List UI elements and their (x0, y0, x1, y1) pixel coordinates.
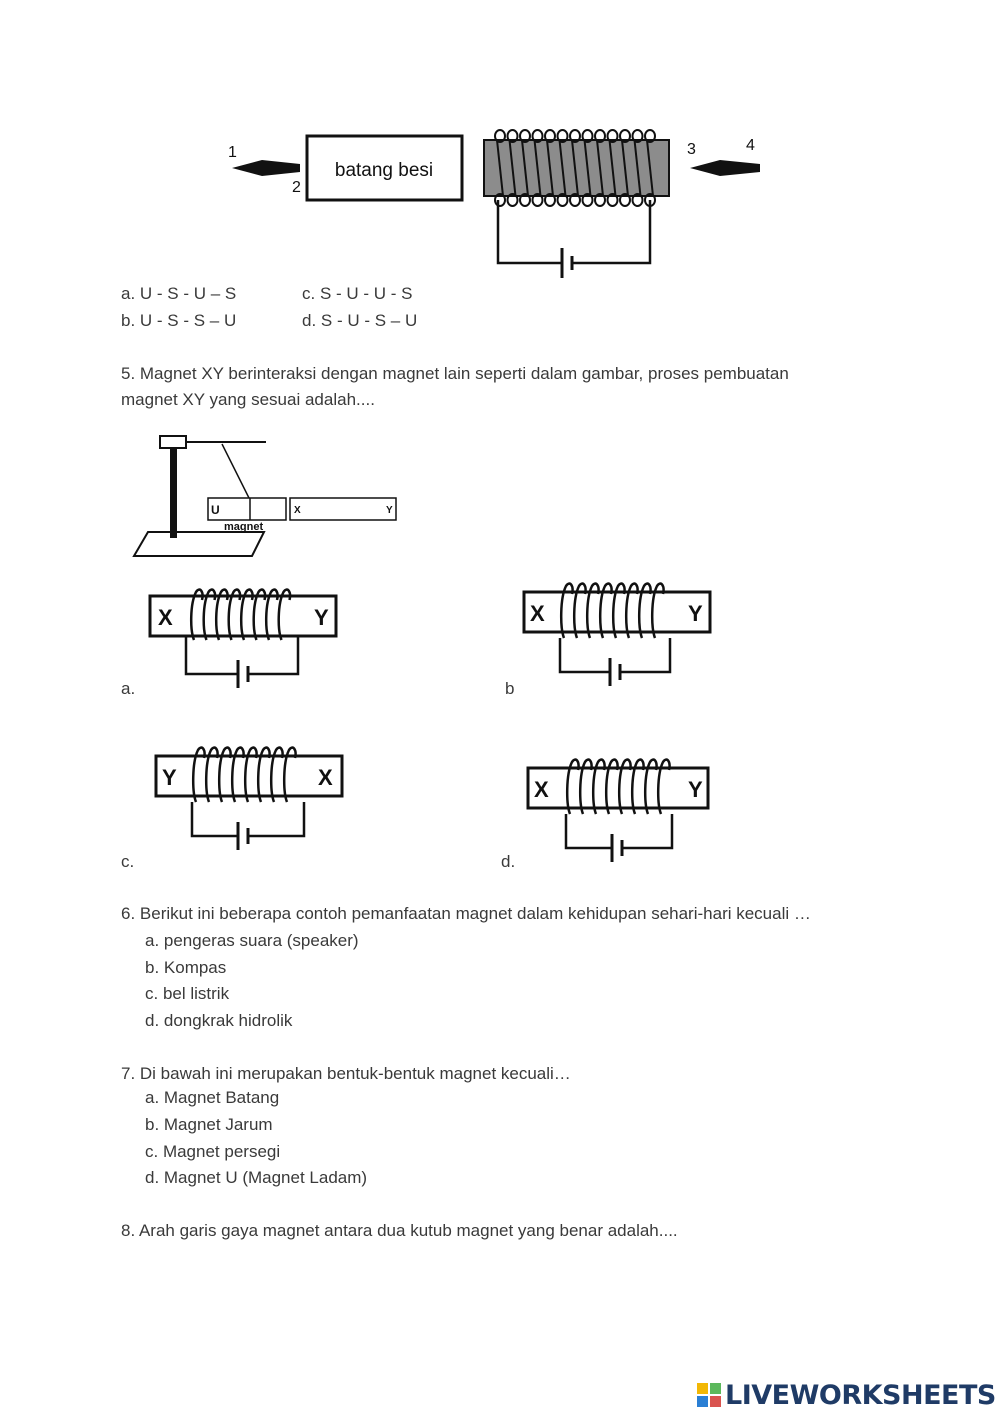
q5-option-d-figure[interactable] (524, 754, 720, 866)
q5-option-c-label[interactable]: c. (121, 852, 135, 871)
q6-option-c[interactable]: c. bel listrik (145, 984, 230, 1003)
q6-option-b[interactable]: b. Kompas (145, 958, 227, 977)
q5-magnet-pole: U (211, 503, 220, 517)
q5-string (222, 444, 250, 500)
q6-option-d[interactable]: d. dongkrak hidrolik (145, 1011, 293, 1030)
q5-option-c-figure[interactable] (152, 742, 348, 854)
q8-question: 8. Arah garis gaya magnet antara dua kutub magnet yang benar adalah.... (121, 1221, 678, 1240)
q5-option-c-left-pole: Y (162, 765, 177, 790)
q5-option-d-left-pole: X (534, 777, 549, 802)
q7-option-c[interactable]: c. Magnet persegi (145, 1142, 281, 1161)
q5-option-d-right-pole: Y (688, 777, 703, 802)
q5-hanging-magnet (208, 498, 286, 520)
q5-xy-bar-left: X (294, 505, 301, 516)
q4-option-b[interactable]: b. U - S - S – U (121, 311, 237, 330)
q4-option-c[interactable]: c. S - U - U - S (302, 284, 413, 303)
q5-stand-clamp (160, 436, 186, 448)
liveworksheets-logo-icon (697, 1383, 721, 1407)
q4-iron-bar-label: batang besi (334, 160, 434, 181)
q5-option-c-right-pole: X (318, 765, 333, 790)
q4-label-2: 2 (292, 179, 301, 196)
q5-option-b-left-pole: X (530, 601, 545, 626)
q5-option-a-figure[interactable] (146, 582, 342, 694)
liveworksheets-logo[interactable] (697, 1375, 996, 1415)
q6-question: 6. Berikut ini beberapa contoh pemanfaatan magnet dalam kehidupan sehari-hari kecuali … (121, 904, 811, 923)
q5-xy-bar (290, 498, 396, 520)
q5-option-a-left-pole: X (158, 605, 173, 630)
q5-stand-figure (130, 430, 405, 560)
q4-left-arrow (232, 160, 300, 176)
q5-option-d-label[interactable]: d. (501, 852, 516, 871)
q4-circuit-wire (498, 200, 650, 263)
q5-option-b-right-pole: Y (688, 601, 703, 626)
q4-label-1: 1 (228, 144, 237, 161)
q5-xy-bar-right: Y (386, 505, 393, 516)
q7-option-b[interactable]: b. Magnet Jarum (145, 1115, 273, 1134)
q7-option-d[interactable]: d. Magnet U (Magnet Ladam) (145, 1168, 368, 1187)
q5-option-b-label[interactable]: b (505, 679, 515, 698)
q5-option-a-label[interactable]: a. (121, 679, 136, 698)
q7-question: 7. Di bawah ini merupakan bentuk-bentuk magnet kecuali… (121, 1064, 571, 1083)
q5-magnet-caption: magnet (224, 521, 264, 533)
q6-option-a[interactable]: a. pengeras suara (speaker) (145, 931, 359, 950)
q5-stand-base (134, 532, 264, 556)
q4-figure (220, 120, 780, 285)
q4-right-arrow (690, 160, 760, 176)
q4-label-4: 4 (746, 137, 755, 154)
q5-stand-pole (170, 448, 177, 538)
q7-option-a[interactable]: a. Magnet Batang (145, 1088, 280, 1107)
q4-label-3: 3 (687, 141, 696, 158)
q4-option-d[interactable]: d. S - U - S – U (302, 311, 418, 330)
q4-option-a[interactable]: a. U - S - U – S (121, 284, 237, 303)
q5-option-b-figure[interactable] (520, 578, 716, 690)
q5-question-line-2: magnet XY yang sesuai adalah.... (121, 390, 375, 409)
q5-question-line-1: 5. Magnet XY berinteraksi dengan magnet lain seperti dalam gambar, proses pembuatan (121, 364, 789, 383)
q5-option-a-right-pole: Y (314, 605, 329, 630)
liveworksheets-logo-text: LIVEWORKSHEETS (725, 1379, 996, 1411)
